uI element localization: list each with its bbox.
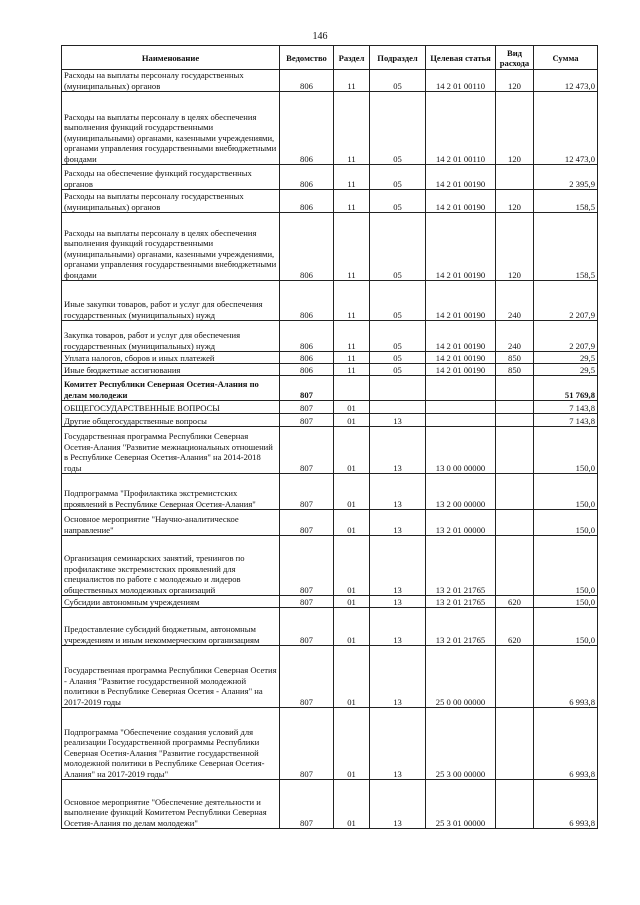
table-row xyxy=(62,281,598,321)
row-target: 13 2 01 00000 xyxy=(426,510,496,536)
table-row xyxy=(62,474,598,510)
row-subsection: 05 xyxy=(370,321,426,352)
row-target: 14 2 01 00190 xyxy=(426,364,496,376)
row-section: 01 xyxy=(334,427,370,474)
row-sum: 2 207,9 xyxy=(534,321,598,352)
row-sum: 150,0 xyxy=(534,608,598,646)
row-target: 13 2 01 21765 xyxy=(426,596,496,608)
row-section: 01 xyxy=(334,401,370,414)
row-exp-type xyxy=(496,646,534,708)
row-exp-type xyxy=(496,474,534,510)
page-number: 146 xyxy=(312,31,328,42)
row-target: 25 0 00 00000 xyxy=(426,646,496,708)
row-subsection: 05 xyxy=(370,281,426,321)
row-subsection: 05 xyxy=(370,352,426,364)
row-sum: 51 769,8 xyxy=(534,376,598,401)
row-sum: 12 473,0 xyxy=(534,92,598,165)
row-sum: 158,5 xyxy=(534,213,598,281)
header-name: Наименование xyxy=(62,46,280,70)
row-subsection: 13 xyxy=(370,474,426,510)
row-section: 01 xyxy=(334,708,370,780)
row-section: 11 xyxy=(334,321,370,352)
row-dept: 806 xyxy=(280,190,334,213)
row-section: 01 xyxy=(334,646,370,708)
row-sum: 7 143,8 xyxy=(534,401,598,414)
row-dept: 807 xyxy=(280,401,334,414)
row-name: Основное мероприятие "Научно-аналитическое направление" xyxy=(62,510,280,536)
row-exp-type xyxy=(496,401,534,414)
row-subsection: 13 xyxy=(370,414,426,427)
row-dept: 806 xyxy=(280,92,334,165)
row-section: 01 xyxy=(334,510,370,536)
table-row xyxy=(62,364,598,376)
row-subsection: 13 xyxy=(370,596,426,608)
row-dept: 807 xyxy=(280,596,334,608)
row-target xyxy=(426,376,496,401)
row-exp-type: 240 xyxy=(496,321,534,352)
row-subsection: 05 xyxy=(370,213,426,281)
row-name: Подпрограмма "Профилактика экстремистских проявлений в Республике Северная Осетия-Алания" xyxy=(62,474,280,510)
row-name: Комитет Республики Северная Осетия-Алания по делам молодежи xyxy=(62,376,280,401)
row-exp-type: 120 xyxy=(496,92,534,165)
row-exp-type: 620 xyxy=(496,596,534,608)
row-name: Расходы на выплаты персоналу государственных (муниципальных) органов xyxy=(62,70,280,92)
row-sum: 6 993,8 xyxy=(534,780,598,829)
row-exp-type xyxy=(496,510,534,536)
row-sum: 12 473,0 xyxy=(534,70,598,92)
row-dept: 807 xyxy=(280,608,334,646)
row-exp-type xyxy=(496,780,534,829)
row-exp-type: 240 xyxy=(496,281,534,321)
row-dept: 806 xyxy=(280,321,334,352)
header-dept: Ведомство xyxy=(280,46,334,70)
table-row xyxy=(62,376,598,401)
table-row xyxy=(62,70,598,92)
row-subsection: 13 xyxy=(370,608,426,646)
row-target: 13 2 01 21765 xyxy=(426,608,496,646)
row-subsection: 13 xyxy=(370,646,426,708)
row-sum: 150,0 xyxy=(534,510,598,536)
row-dept: 807 xyxy=(280,376,334,401)
row-dept: 806 xyxy=(280,70,334,92)
row-section: 11 xyxy=(334,165,370,190)
table-row xyxy=(62,780,598,829)
row-name: Государственная программа Республики Северная Осетия-Алания "Развитие межнациональных отношений в Республике Северная Осетия-Алания" на 2014-2018 годы xyxy=(62,427,280,474)
budget-table xyxy=(61,45,598,829)
row-section: 11 xyxy=(334,364,370,376)
row-exp-type xyxy=(496,708,534,780)
row-sum: 29,5 xyxy=(534,364,598,376)
row-section: 01 xyxy=(334,608,370,646)
header-row xyxy=(62,46,598,70)
row-exp-type: 120 xyxy=(496,70,534,92)
row-subsection: 13 xyxy=(370,780,426,829)
row-section: 01 xyxy=(334,596,370,608)
row-section: 01 xyxy=(334,536,370,596)
row-section: 11 xyxy=(334,190,370,213)
row-target: 13 0 00 00000 xyxy=(426,427,496,474)
table-row xyxy=(62,401,598,414)
row-subsection xyxy=(370,376,426,401)
row-dept: 807 xyxy=(280,414,334,427)
row-exp-type xyxy=(496,427,534,474)
row-dept: 806 xyxy=(280,364,334,376)
row-name: Основное мероприятие "Обеспечение деятельности и выполнение функций Комитетом Республики Северная Осетия-Алания по делам молодежи" xyxy=(62,780,280,829)
row-name: Расходы на выплаты персоналу государственных (муниципальных) органов xyxy=(62,190,280,213)
row-sum: 2 207,9 xyxy=(534,281,598,321)
row-target: 14 2 01 00190 xyxy=(426,165,496,190)
row-subsection: 13 xyxy=(370,510,426,536)
table-row xyxy=(62,213,598,281)
row-subsection: 13 xyxy=(370,427,426,474)
header-exp-type: Вид расхода xyxy=(496,46,534,70)
row-exp-type: 850 xyxy=(496,352,534,364)
row-exp-type: 620 xyxy=(496,608,534,646)
row-dept: 807 xyxy=(280,780,334,829)
row-sum: 150,0 xyxy=(534,596,598,608)
table-row xyxy=(62,352,598,364)
row-target: 14 2 01 00190 xyxy=(426,352,496,364)
row-target: 14 2 01 00110 xyxy=(426,92,496,165)
header-target: Целевая статья xyxy=(426,46,496,70)
row-sum: 2 395,9 xyxy=(534,165,598,190)
row-subsection: 13 xyxy=(370,536,426,596)
row-section: 01 xyxy=(334,474,370,510)
row-name: Закупка товаров, работ и услуг для обеспечения государственных (муниципальных) нужд xyxy=(62,321,280,352)
table-row xyxy=(62,414,598,427)
row-name: Организация семинарских занятий, тренингов по профилактике экстремистских проявлений для специалистов по работе с молодежью и лидеров общественных молодежных организаций xyxy=(62,536,280,596)
row-dept: 807 xyxy=(280,646,334,708)
row-exp-type: 850 xyxy=(496,364,534,376)
row-sum: 6 993,8 xyxy=(534,646,598,708)
row-name: Расходы на обеспечение функций государственных органов xyxy=(62,165,280,190)
row-exp-type xyxy=(496,536,534,596)
table-row xyxy=(62,165,598,190)
table-row xyxy=(62,708,598,780)
row-dept: 807 xyxy=(280,474,334,510)
row-subsection: 05 xyxy=(370,364,426,376)
row-sum: 150,0 xyxy=(534,536,598,596)
row-target: 25 3 01 00000 xyxy=(426,780,496,829)
row-subsection xyxy=(370,401,426,414)
row-name: Государственная программа Республики Северная Осетия - Алания "Развитие государственной молодежной политики в Республике Северная Осетия - Алания" на 2017-2019 годы xyxy=(62,646,280,708)
row-section: 11 xyxy=(334,92,370,165)
row-sum: 150,0 xyxy=(534,427,598,474)
row-sum: 29,5 xyxy=(534,352,598,364)
row-sum: 158,5 xyxy=(534,190,598,213)
row-name: Иные закупки товаров, работ и услуг для обеспечения государственных (муниципальных) нужд xyxy=(62,281,280,321)
header-section: Раздел xyxy=(334,46,370,70)
row-subsection: 05 xyxy=(370,70,426,92)
row-name: Иные бюджетные ассигнования xyxy=(62,364,280,376)
row-name: Подпрограмма "Обеспечение создания условий для реализации Государственной программы Республики Северная Осетия-Алания "Развитие государственной молодежной политики в Республике Северная Осетия-Алания" на 2017-2019 годы" xyxy=(62,708,280,780)
row-target: 14 2 01 00190 xyxy=(426,190,496,213)
table-row xyxy=(62,596,598,608)
row-dept: 807 xyxy=(280,708,334,780)
row-target: 13 2 00 00000 xyxy=(426,474,496,510)
row-dept: 807 xyxy=(280,427,334,474)
row-target: 14 2 01 00190 xyxy=(426,321,496,352)
row-exp-type: 120 xyxy=(496,213,534,281)
row-name: ОБЩЕГОСУДАРСТВЕННЫЕ ВОПРОСЫ xyxy=(62,401,280,414)
row-target: 13 2 01 21765 xyxy=(426,536,496,596)
row-name: Другие общегосударственные вопросы xyxy=(62,414,280,427)
row-dept: 807 xyxy=(280,536,334,596)
table-row xyxy=(62,321,598,352)
row-subsection: 05 xyxy=(370,92,426,165)
header-subsection: Подраздел xyxy=(370,46,426,70)
row-subsection: 13 xyxy=(370,708,426,780)
table-row xyxy=(62,427,598,474)
table-row xyxy=(62,646,598,708)
row-sum: 150,0 xyxy=(534,474,598,510)
row-target: 14 2 01 00190 xyxy=(426,281,496,321)
row-section: 11 xyxy=(334,70,370,92)
row-name: Предоставление субсидий бюджетным, автономным учреждениям и иным некоммерческим организациям xyxy=(62,608,280,646)
row-section: 11 xyxy=(334,213,370,281)
table-row xyxy=(62,608,598,646)
row-exp-type: 120 xyxy=(496,190,534,213)
table-row xyxy=(62,190,598,213)
row-target xyxy=(426,414,496,427)
row-sum: 6 993,8 xyxy=(534,708,598,780)
row-name: Субсидии автономным учреждениям xyxy=(62,596,280,608)
table-row xyxy=(62,510,598,536)
table-row xyxy=(62,536,598,596)
row-subsection: 05 xyxy=(370,190,426,213)
row-target: 14 2 01 00190 xyxy=(426,213,496,281)
row-name: Расходы на выплаты персоналу в целях обеспечения выполнения функций государственными (муниципальными) органами, казенными учреждениями, органами управления государственными внебюджетными фондами xyxy=(62,92,280,165)
row-exp-type xyxy=(496,165,534,190)
row-sum: 7 143,8 xyxy=(534,414,598,427)
row-section: 11 xyxy=(334,281,370,321)
row-exp-type xyxy=(496,376,534,401)
row-target: 14 2 01 00110 xyxy=(426,70,496,92)
table-row xyxy=(62,92,598,165)
row-name: Уплата налогов, сборов и иных платежей xyxy=(62,352,280,364)
row-name: Расходы на выплаты персоналу в целях обеспечения выполнения функций государственными (муниципальными) органами, казенными учреждениями, органами управления государственными внебюджетными фондами xyxy=(62,213,280,281)
row-section: 11 xyxy=(334,352,370,364)
row-target xyxy=(426,401,496,414)
row-exp-type xyxy=(496,414,534,427)
row-dept: 806 xyxy=(280,352,334,364)
row-section xyxy=(334,376,370,401)
row-dept: 806 xyxy=(280,165,334,190)
row-dept: 807 xyxy=(280,510,334,536)
row-section: 01 xyxy=(334,414,370,427)
row-target: 25 3 00 00000 xyxy=(426,708,496,780)
row-dept: 806 xyxy=(280,213,334,281)
header-sum: Сумма xyxy=(534,46,598,70)
row-dept: 806 xyxy=(280,281,334,321)
row-subsection: 05 xyxy=(370,165,426,190)
row-section: 01 xyxy=(334,780,370,829)
